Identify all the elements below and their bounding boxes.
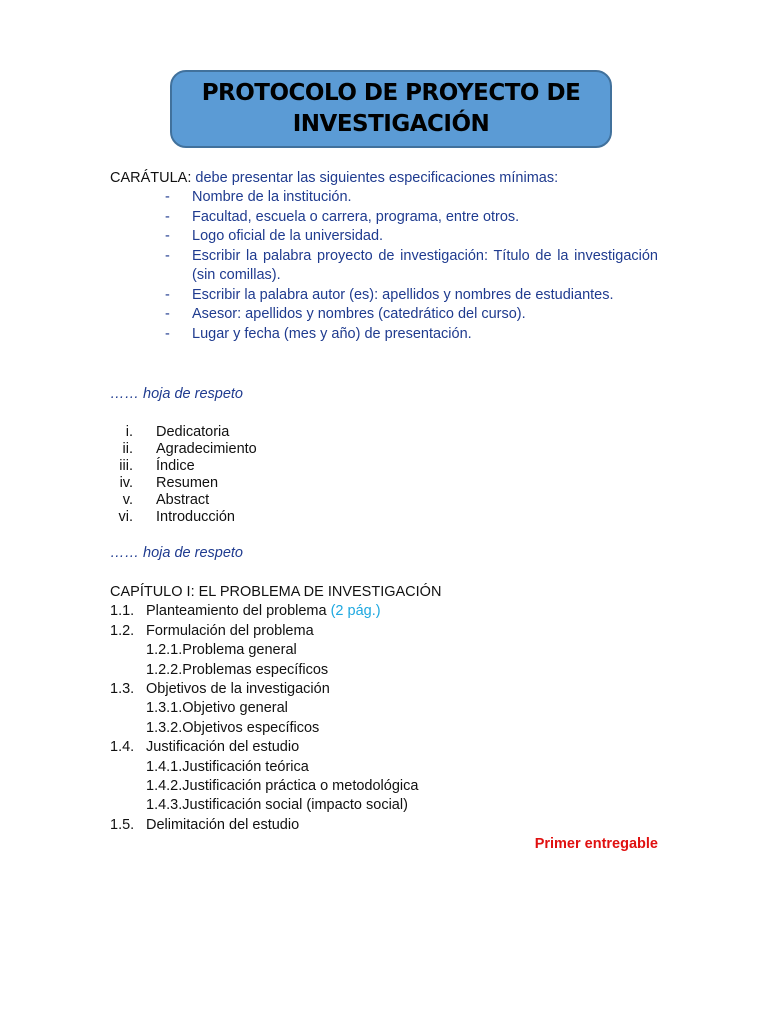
spec-item-text: Escribir la palabra proyecto de investigación: Título de la investigación (sin comillas). [192, 247, 658, 283]
front-matter-label: Índice [156, 458, 195, 474]
outline-item [110, 738, 299, 757]
outline-label: Justificación práctica o metodológica [182, 778, 419, 794]
outline-label: Justificación del estudio [146, 739, 300, 755]
caratula-heading [110, 170, 558, 186]
front-matter-label: Dedicatoria [156, 424, 230, 440]
spec-item-text: Logo oficial de la universidad. [192, 228, 384, 244]
outline-number: 1.4.1. [146, 759, 183, 775]
spec-item [160, 247, 658, 286]
blank-page-note-1: …… hoja de respeto [110, 386, 243, 402]
dash-bullet: - [165, 286, 170, 303]
roman-numeral: i. [125, 424, 133, 440]
outline-number: 1.2.1. [146, 642, 183, 658]
spec-item-text: Nombre de la institución. [192, 189, 352, 205]
dash-bullet: - [165, 208, 170, 225]
outline-number: 1.3. [110, 681, 135, 697]
dash-bullet: - [165, 189, 170, 205]
chapter-heading: CAPÍTULO I: EL PROBLEMA DE INVESTIGACIÓN [110, 584, 442, 600]
spec-item-text: Asesor: apellidos y nombres (catedrático del curso). [192, 306, 526, 322]
roman-numeral: iii. [119, 458, 133, 474]
dash-bullet: - [165, 325, 170, 342]
outline-label: Objetivos específicos [182, 720, 320, 736]
outline-item [110, 622, 314, 641]
title-box [170, 70, 612, 148]
outline-label: Objetivos de la investigación [146, 681, 330, 697]
outline-number: 1.1. [110, 603, 135, 619]
outline-subitem [146, 661, 328, 680]
spec-item-text: Lugar y fecha (mes y año) de presentación. [192, 325, 472, 342]
roman-numeral: v. [122, 492, 133, 508]
outline-subitem [146, 758, 309, 777]
title-line-2: INVESTIGACIÓN [292, 111, 490, 137]
outline-label: Problema general [182, 642, 297, 658]
outline-label: Delimitación del estudio [146, 817, 300, 833]
deliverable-label: Primer entregable [534, 836, 658, 852]
outline-number: 1.3.2. [146, 720, 183, 736]
spec-item [160, 188, 658, 208]
caratula-intro: debe presentar las siguientes especificaciones mínimas: [191, 170, 559, 186]
outline-subitem [146, 777, 418, 796]
blank-page-note-2: …… hoja de respeto [110, 545, 243, 561]
spec-item-text: Facultad, escuela o carrera, programa, entre otros. [192, 208, 520, 225]
outline-item [110, 602, 381, 621]
title-line-1: PROTOCOLO DE PROYECTO DE [201, 80, 581, 106]
spec-item [160, 208, 658, 228]
outline-subitem [146, 719, 319, 738]
outline-number: 1.2.2. [146, 662, 183, 678]
spec-item [160, 305, 658, 325]
page-count-note: (2 pág.) [330, 603, 381, 619]
outline-subitem [146, 796, 408, 815]
outline-label: Formulación del problema [146, 623, 314, 639]
outline-label: Planteamiento del problema [146, 603, 331, 619]
outline-item [110, 816, 299, 835]
spec-item-text: Escribir la palabra autor (es): apellidos y nombres de estudiantes. [192, 286, 614, 303]
outline-label: Problemas específicos [182, 662, 329, 678]
outline-label: Objetivo general [182, 700, 288, 716]
front-matter-label: Resumen [156, 475, 219, 491]
roman-numeral: ii. [122, 441, 133, 457]
caratula-label: CARÁTULA: [110, 170, 192, 186]
outline-number: 1.4.3. [146, 797, 183, 813]
outline-label: Justificación social (impacto social) [182, 797, 408, 813]
roman-numeral: iv. [119, 475, 133, 491]
caratula-spec-list [160, 188, 658, 344]
roman-numeral: vi. [118, 509, 133, 525]
outline-label: Justificación teórica [182, 759, 309, 775]
front-matter-label: Introducción [156, 509, 235, 525]
outline-subitem [146, 699, 288, 718]
spec-item [160, 325, 658, 345]
spec-item [160, 227, 658, 247]
outline-number: 1.2. [110, 623, 135, 639]
dash-bullet: - [165, 247, 170, 264]
outline-number: 1.5. [110, 817, 135, 833]
outline-number: 1.3.1. [146, 700, 183, 716]
outline-subitem [146, 641, 297, 660]
outline-number: 1.4.2. [146, 778, 183, 794]
front-matter-label: Agradecimiento [156, 441, 257, 457]
outline-number: 1.4. [110, 739, 135, 755]
spec-item [160, 286, 658, 306]
dash-bullet: - [165, 228, 170, 244]
dash-bullet: - [165, 306, 170, 322]
outline-item [110, 680, 330, 699]
front-matter-label: Abstract [156, 492, 210, 508]
